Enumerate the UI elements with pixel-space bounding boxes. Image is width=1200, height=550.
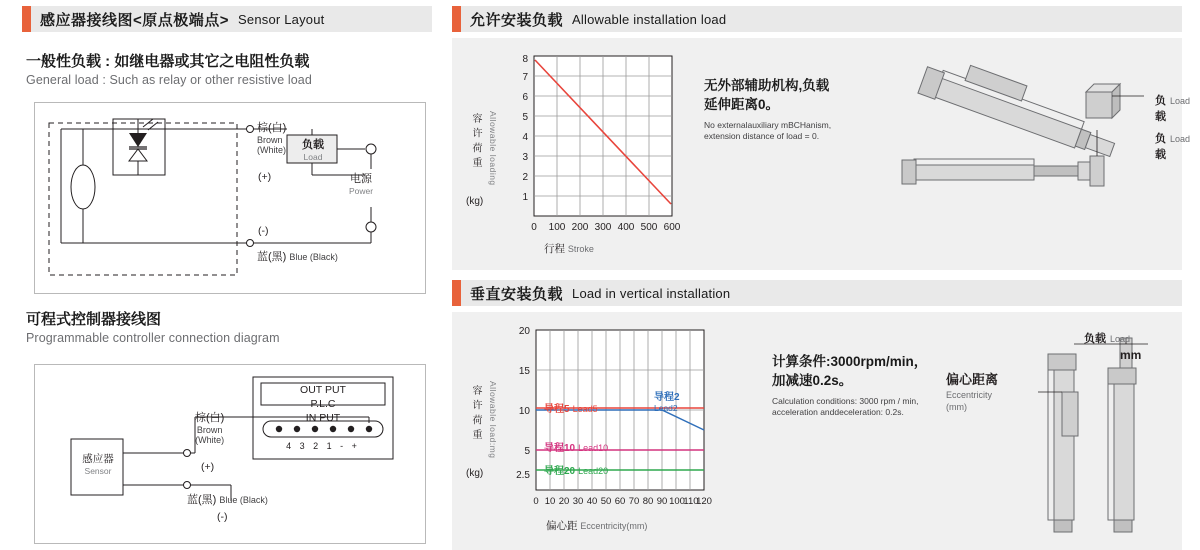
label-sensor bbox=[75, 453, 121, 477]
label-plc-plus: (+) bbox=[201, 461, 215, 473]
label-eccentricity bbox=[946, 374, 998, 413]
svg-text:0: 0 bbox=[533, 496, 539, 507]
svg-text:10: 10 bbox=[544, 496, 556, 507]
annotation-lead20 bbox=[544, 462, 608, 477]
svg-text:50: 50 bbox=[600, 496, 612, 507]
label-plc-brown-en1: Brown bbox=[196, 425, 223, 435]
label-allowable-load-2 bbox=[1155, 130, 1190, 162]
annotation-lead2-cn: 导程2 bbox=[654, 392, 680, 403]
annotation-lead10 bbox=[544, 439, 608, 454]
chart1-ylabel-cn: 容 许 荷 重 bbox=[470, 112, 481, 169]
svg-text:2: 2 bbox=[522, 172, 528, 183]
chart-allowable-load bbox=[466, 48, 696, 263]
chart1-xlabel bbox=[544, 241, 594, 256]
section-title-cn: 感应器接线图<原点极端点> bbox=[40, 11, 230, 29]
svg-text:500: 500 bbox=[640, 222, 658, 233]
annotation-lead5-cn: 导程5 bbox=[544, 404, 570, 415]
label-vertical-load bbox=[1084, 330, 1130, 346]
svg-text:5: 5 bbox=[524, 446, 530, 457]
section-header-vertical-load bbox=[452, 280, 1182, 306]
plc-labels bbox=[287, 383, 359, 425]
accent-bar bbox=[22, 6, 31, 32]
label-minus: (-) bbox=[258, 225, 269, 237]
label-brown-cn: 棕(白) bbox=[257, 122, 287, 134]
svg-text:200: 200 bbox=[571, 222, 589, 233]
label-eccentricity-cn: 偏心距离 bbox=[946, 372, 999, 387]
chart1-plot bbox=[504, 48, 694, 238]
general-load-schematic bbox=[35, 103, 427, 295]
chart1-ylabel-en: Allowable loading bbox=[488, 110, 498, 186]
section-title-en: Load in vertical installation bbox=[572, 285, 731, 301]
general-load-title-en: General load : Such as relay or other resistive load bbox=[26, 73, 312, 87]
annotation-lead5 bbox=[544, 400, 598, 415]
label-allowable-load-1 bbox=[1155, 92, 1190, 124]
label-allowable-load-2-en: Load bbox=[1170, 134, 1191, 144]
label-blue-cn: 蓝(黑) bbox=[257, 251, 287, 263]
annotation-lead5-en: Lead5 bbox=[572, 404, 598, 414]
chart2-plot bbox=[504, 322, 724, 518]
accent-bar bbox=[452, 280, 461, 306]
chart1-xlabel-en: Stroke bbox=[567, 244, 594, 254]
chart-vertical-load bbox=[466, 322, 716, 542]
svg-text:8: 8 bbox=[522, 54, 528, 65]
general-load-title-block bbox=[26, 50, 312, 87]
svg-text:20: 20 bbox=[558, 496, 570, 507]
label-eccentricity-en: Eccentricity bbox=[946, 390, 993, 400]
svg-text:7: 7 bbox=[522, 72, 528, 83]
label-sensor-cn: 感应器 bbox=[82, 453, 114, 465]
allowable-note-en-2: extension distance of load = 0. bbox=[704, 131, 820, 141]
svg-text:60: 60 bbox=[614, 496, 626, 507]
svg-text:400: 400 bbox=[617, 222, 635, 233]
section-title-en: Allowable installation load bbox=[572, 11, 727, 27]
annotation-lead20-cn: 导程20 bbox=[544, 466, 576, 477]
label-load-en: Load bbox=[303, 152, 323, 162]
vertical-note-cn-2: 加减速0.2s。 bbox=[772, 373, 853, 388]
label-sensor-en: Sensor bbox=[84, 466, 112, 476]
svg-text:6: 6 bbox=[522, 92, 528, 103]
chart2-ylabel-cn: 容 许 荷 重 bbox=[470, 384, 481, 441]
chart2-xlabel-en: Eccentricity(mm) bbox=[580, 521, 648, 531]
label-eccentricity-unit: (mm) bbox=[946, 402, 967, 412]
label-plc-minus: (-) bbox=[217, 511, 228, 523]
label-vertical-load-en: Load bbox=[1110, 334, 1131, 344]
annotation-lead2-en: Lead2 bbox=[654, 403, 678, 413]
section-title-cn: 允许安装负载 bbox=[470, 11, 564, 29]
chart2-xlabel-cn: 偏心距 bbox=[546, 520, 578, 532]
section-header-allowable-load bbox=[452, 6, 1182, 32]
svg-text:600: 600 bbox=[663, 222, 681, 233]
svg-text:15: 15 bbox=[518, 366, 530, 377]
plc-title-cn: 可程式控制器接线图 bbox=[26, 311, 162, 328]
actuator-illustration-vertical bbox=[1008, 332, 1178, 542]
plc-title-block bbox=[26, 308, 280, 345]
label-allowable-load-1-en: Load bbox=[1170, 96, 1191, 106]
chart2-ylabel-unit: (kg) bbox=[466, 468, 484, 479]
plc-pin-numbers: 4 3 2 1 - + bbox=[286, 441, 360, 451]
allowable-note-en-1: No externalauxiliary mBCHanism, bbox=[704, 120, 832, 130]
vertical-load-panel bbox=[452, 312, 1182, 550]
label-power bbox=[349, 173, 373, 197]
label-brown-en1: Brown bbox=[257, 135, 283, 145]
label-plc-brown-en2: (White) bbox=[195, 435, 225, 445]
svg-text:4: 4 bbox=[522, 132, 528, 143]
plc-input-label: IN PUT bbox=[305, 412, 341, 424]
svg-text:90: 90 bbox=[656, 496, 668, 507]
svg-text:100: 100 bbox=[669, 496, 685, 507]
vertical-note-en-2: acceleration anddeceleration: 0.2s. bbox=[772, 407, 904, 417]
plc-label: P.L.C bbox=[310, 398, 336, 410]
allowable-note-cn-1: 无外部辅助机构,负载 bbox=[704, 78, 830, 93]
svg-text:40: 40 bbox=[586, 496, 598, 507]
label-allowable-load-2-cn: 负载 bbox=[1155, 133, 1166, 161]
label-plc-blue-en: Blue (Black) bbox=[219, 495, 268, 505]
svg-text:2.5: 2.5 bbox=[516, 470, 530, 481]
general-load-title-cn: 一般性负载 : 如继电器或其它之电阻性负载 bbox=[26, 53, 310, 70]
label-plc-blue bbox=[187, 491, 268, 507]
annotation-lead10-cn: 导程10 bbox=[544, 443, 576, 454]
allowable-load-panel bbox=[452, 38, 1191, 270]
plc-title-en: Programmable controller connection diagram bbox=[26, 331, 280, 345]
label-mm-unit: mm bbox=[1120, 348, 1142, 362]
section-title-cn: 垂直安装负载 bbox=[470, 285, 564, 303]
annotation-lead20-en: Lead20 bbox=[578, 466, 609, 476]
label-load bbox=[294, 139, 332, 163]
annotation-lead10-en: Lead10 bbox=[578, 443, 609, 453]
plc-outut-label: OUT PUT bbox=[300, 384, 346, 396]
svg-text:300: 300 bbox=[594, 222, 612, 233]
svg-text:70: 70 bbox=[628, 496, 640, 507]
label-blue-wire bbox=[257, 248, 338, 264]
label-power-cn: 电源 bbox=[350, 173, 373, 185]
chart2-xlabel bbox=[546, 518, 647, 533]
svg-text:20: 20 bbox=[518, 326, 530, 337]
label-allowable-load-1-cn: 负载 bbox=[1155, 95, 1166, 123]
allowable-note-cn-2: 延伸距离0。 bbox=[704, 97, 780, 112]
svg-text:80: 80 bbox=[642, 496, 654, 507]
actuator-illustration-horizontal bbox=[896, 56, 1166, 256]
label-plus: (+) bbox=[258, 171, 272, 183]
svg-text:110: 110 bbox=[683, 496, 699, 507]
annotation-lead2-block bbox=[654, 392, 680, 414]
chart2-ylabel-en: Allowable load:mg bbox=[488, 381, 498, 459]
label-plc-blue-cn: 蓝(黑) bbox=[187, 494, 217, 506]
svg-text:30: 30 bbox=[572, 496, 584, 507]
chart1-xlabel-cn: 行程 bbox=[544, 243, 565, 255]
label-power-en: Power bbox=[349, 186, 374, 196]
svg-text:1: 1 bbox=[522, 192, 528, 203]
label-load-cn: 负载 bbox=[302, 139, 324, 151]
svg-text:120: 120 bbox=[696, 496, 712, 507]
chart1-ylabel-unit: (kg) bbox=[466, 196, 484, 207]
label-vertical-load-cn: 负载 bbox=[1084, 333, 1106, 345]
vertical-note bbox=[772, 352, 972, 418]
label-blue-en: Blue (Black) bbox=[289, 252, 338, 262]
vertical-note-cn-1: 计算条件:3000rpm/min， bbox=[772, 354, 928, 369]
label-plc-brown-cn: 棕(白) bbox=[195, 412, 225, 424]
svg-text:3: 3 bbox=[522, 152, 528, 163]
svg-text:5: 5 bbox=[522, 112, 528, 123]
svg-text:100: 100 bbox=[548, 222, 566, 233]
svg-text:10: 10 bbox=[518, 406, 530, 417]
section-header-sensor-layout bbox=[22, 6, 432, 32]
plc-diagram bbox=[34, 364, 426, 544]
svg-text:0: 0 bbox=[531, 222, 537, 233]
label-brown-en2: (White) bbox=[257, 145, 286, 155]
allowable-note bbox=[704, 76, 882, 142]
label-plc-brown bbox=[195, 409, 224, 445]
vertical-note-en-1: Calculation conditions: 3000 rpm / min, bbox=[772, 396, 919, 406]
label-brown-wire bbox=[257, 119, 286, 155]
section-title-en: Sensor Layout bbox=[238, 11, 325, 27]
general-load-diagram bbox=[34, 102, 426, 294]
accent-bar bbox=[452, 6, 461, 32]
